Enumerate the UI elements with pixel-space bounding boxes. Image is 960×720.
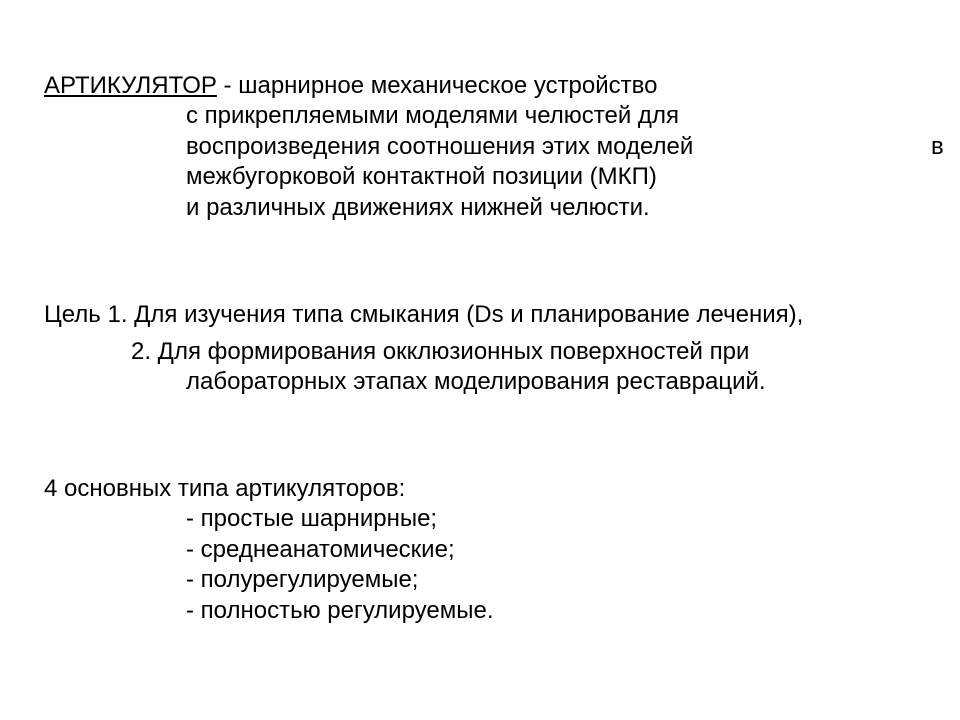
definition-line-4: межбугорковой контактной позиции (МКП) (186, 163, 657, 190)
types-item-1: - простые шарнирные; (186, 505, 438, 532)
purpose-line-1: Цель 1. Для изучения типа смыкания (Ds и планирование лечения), (44, 301, 804, 328)
types-item-4: - полностью регулируемые. (186, 597, 494, 624)
types-item-3: - полурегулируемые; (186, 566, 419, 593)
definition-line-3: воспроизведения соотношения этих моделей (186, 133, 694, 160)
definition-line-3-end: в (931, 133, 944, 160)
purpose-line-2: 2. Для формирования окклюзионных поверхностей при (131, 338, 750, 365)
purpose-line-3: лабораторных этапах моделирования реставраций. (186, 368, 766, 395)
definition-term: АРТИКУЛЯТОР (44, 72, 217, 99)
definition-line-2: с прикрепляемыми моделями челюстей для (186, 102, 679, 129)
definition-line-1-rest: - шарнирное механическое устройство (216, 72, 658, 99)
types-heading: 4 основных типа артикуляторов: (44, 475, 406, 502)
definition-line-5: и различных движениях нижней челюсти. (186, 194, 650, 221)
types-item-2: - среднеанатомические; (186, 536, 455, 563)
definition-line-1 (44, 71, 657, 101)
